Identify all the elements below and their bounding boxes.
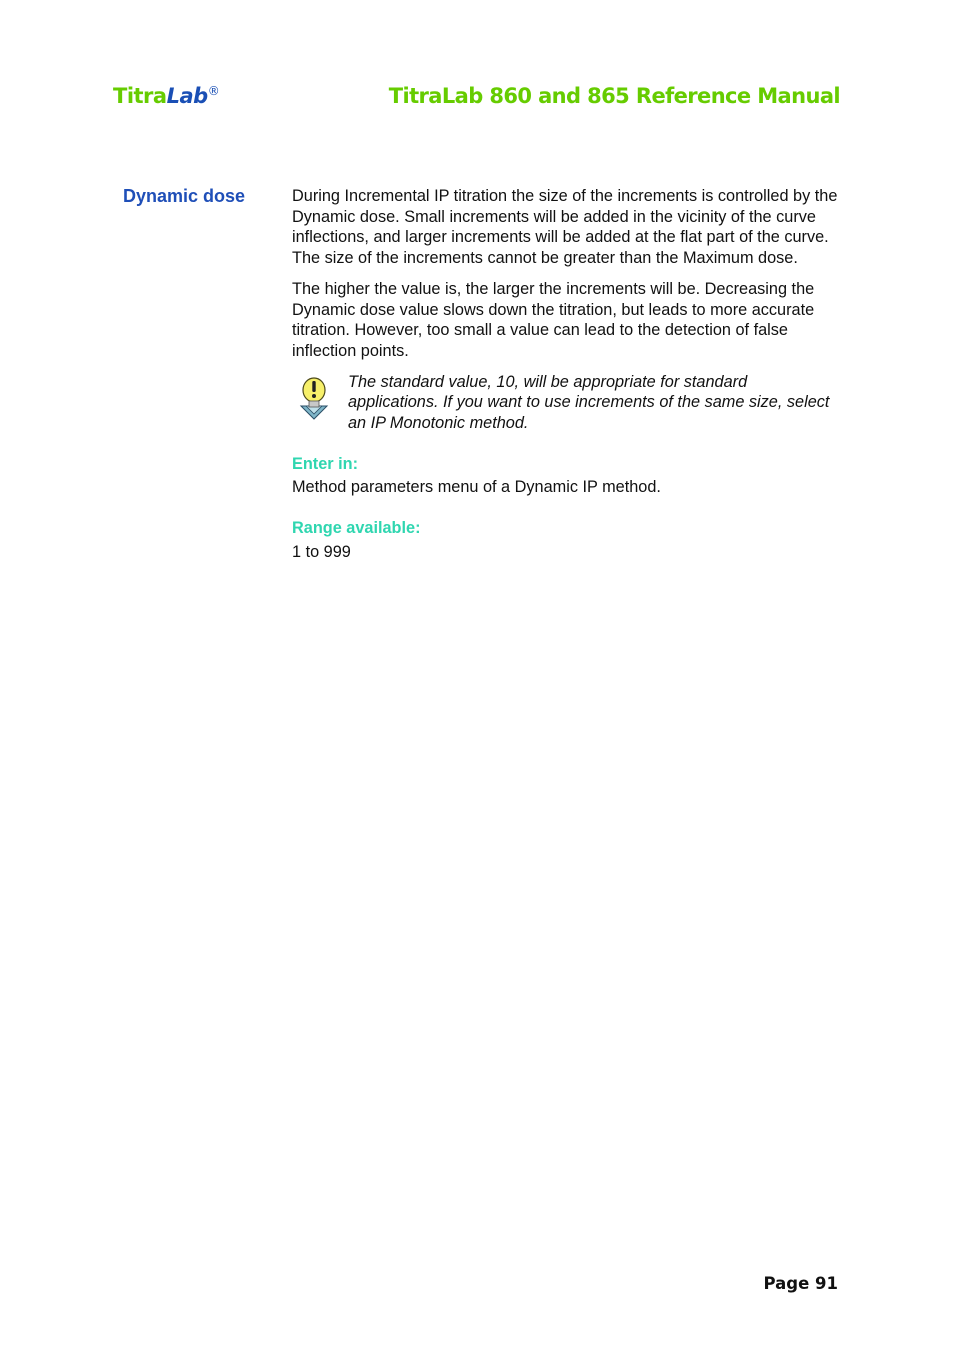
note-text: The standard value, 10, will be appropriate for standard applications. If you want to use increments of the same size, select an IP Monotonic method.	[348, 372, 830, 433]
manual-title: TitraLab 860 and 865 Reference Manual	[388, 84, 840, 108]
logo-text-lab: Lab	[166, 84, 208, 108]
section-heading: Dynamic dose	[123, 186, 246, 206]
logo-text-titra: Titra	[113, 84, 167, 108]
enter-in-label: Enter in:	[292, 454, 359, 473]
warning-lightbulb-icon	[298, 376, 330, 420]
range-label: Range available:	[292, 519, 421, 538]
note-box	[292, 372, 838, 434]
body-paragraph-1: During Incremental IP titration the size of the increments is controlled by the Dynamic dose. Small increments will be added in the vicinity of the curve inflections, and larger increments will be added at the flat part of the curve. The size of the increments cannot be greater than the Maximum dose.	[292, 187, 838, 268]
range-value: 1 to 999	[292, 542, 351, 561]
brand-logo	[113, 84, 219, 108]
registered-mark: ®	[207, 84, 220, 98]
enter-in-value: Method parameters menu of a Dynamic IP method.	[292, 478, 661, 497]
section-body	[292, 186, 838, 573]
body-paragraph-2: The higher the value is, the larger the increments will be. Decreasing the Dynamic dose value slows down the titration, but leads to more accurate titration. However, too small a value can lead to the detection of false inflection points.	[292, 279, 815, 360]
page-number: Page 91	[763, 1274, 838, 1293]
